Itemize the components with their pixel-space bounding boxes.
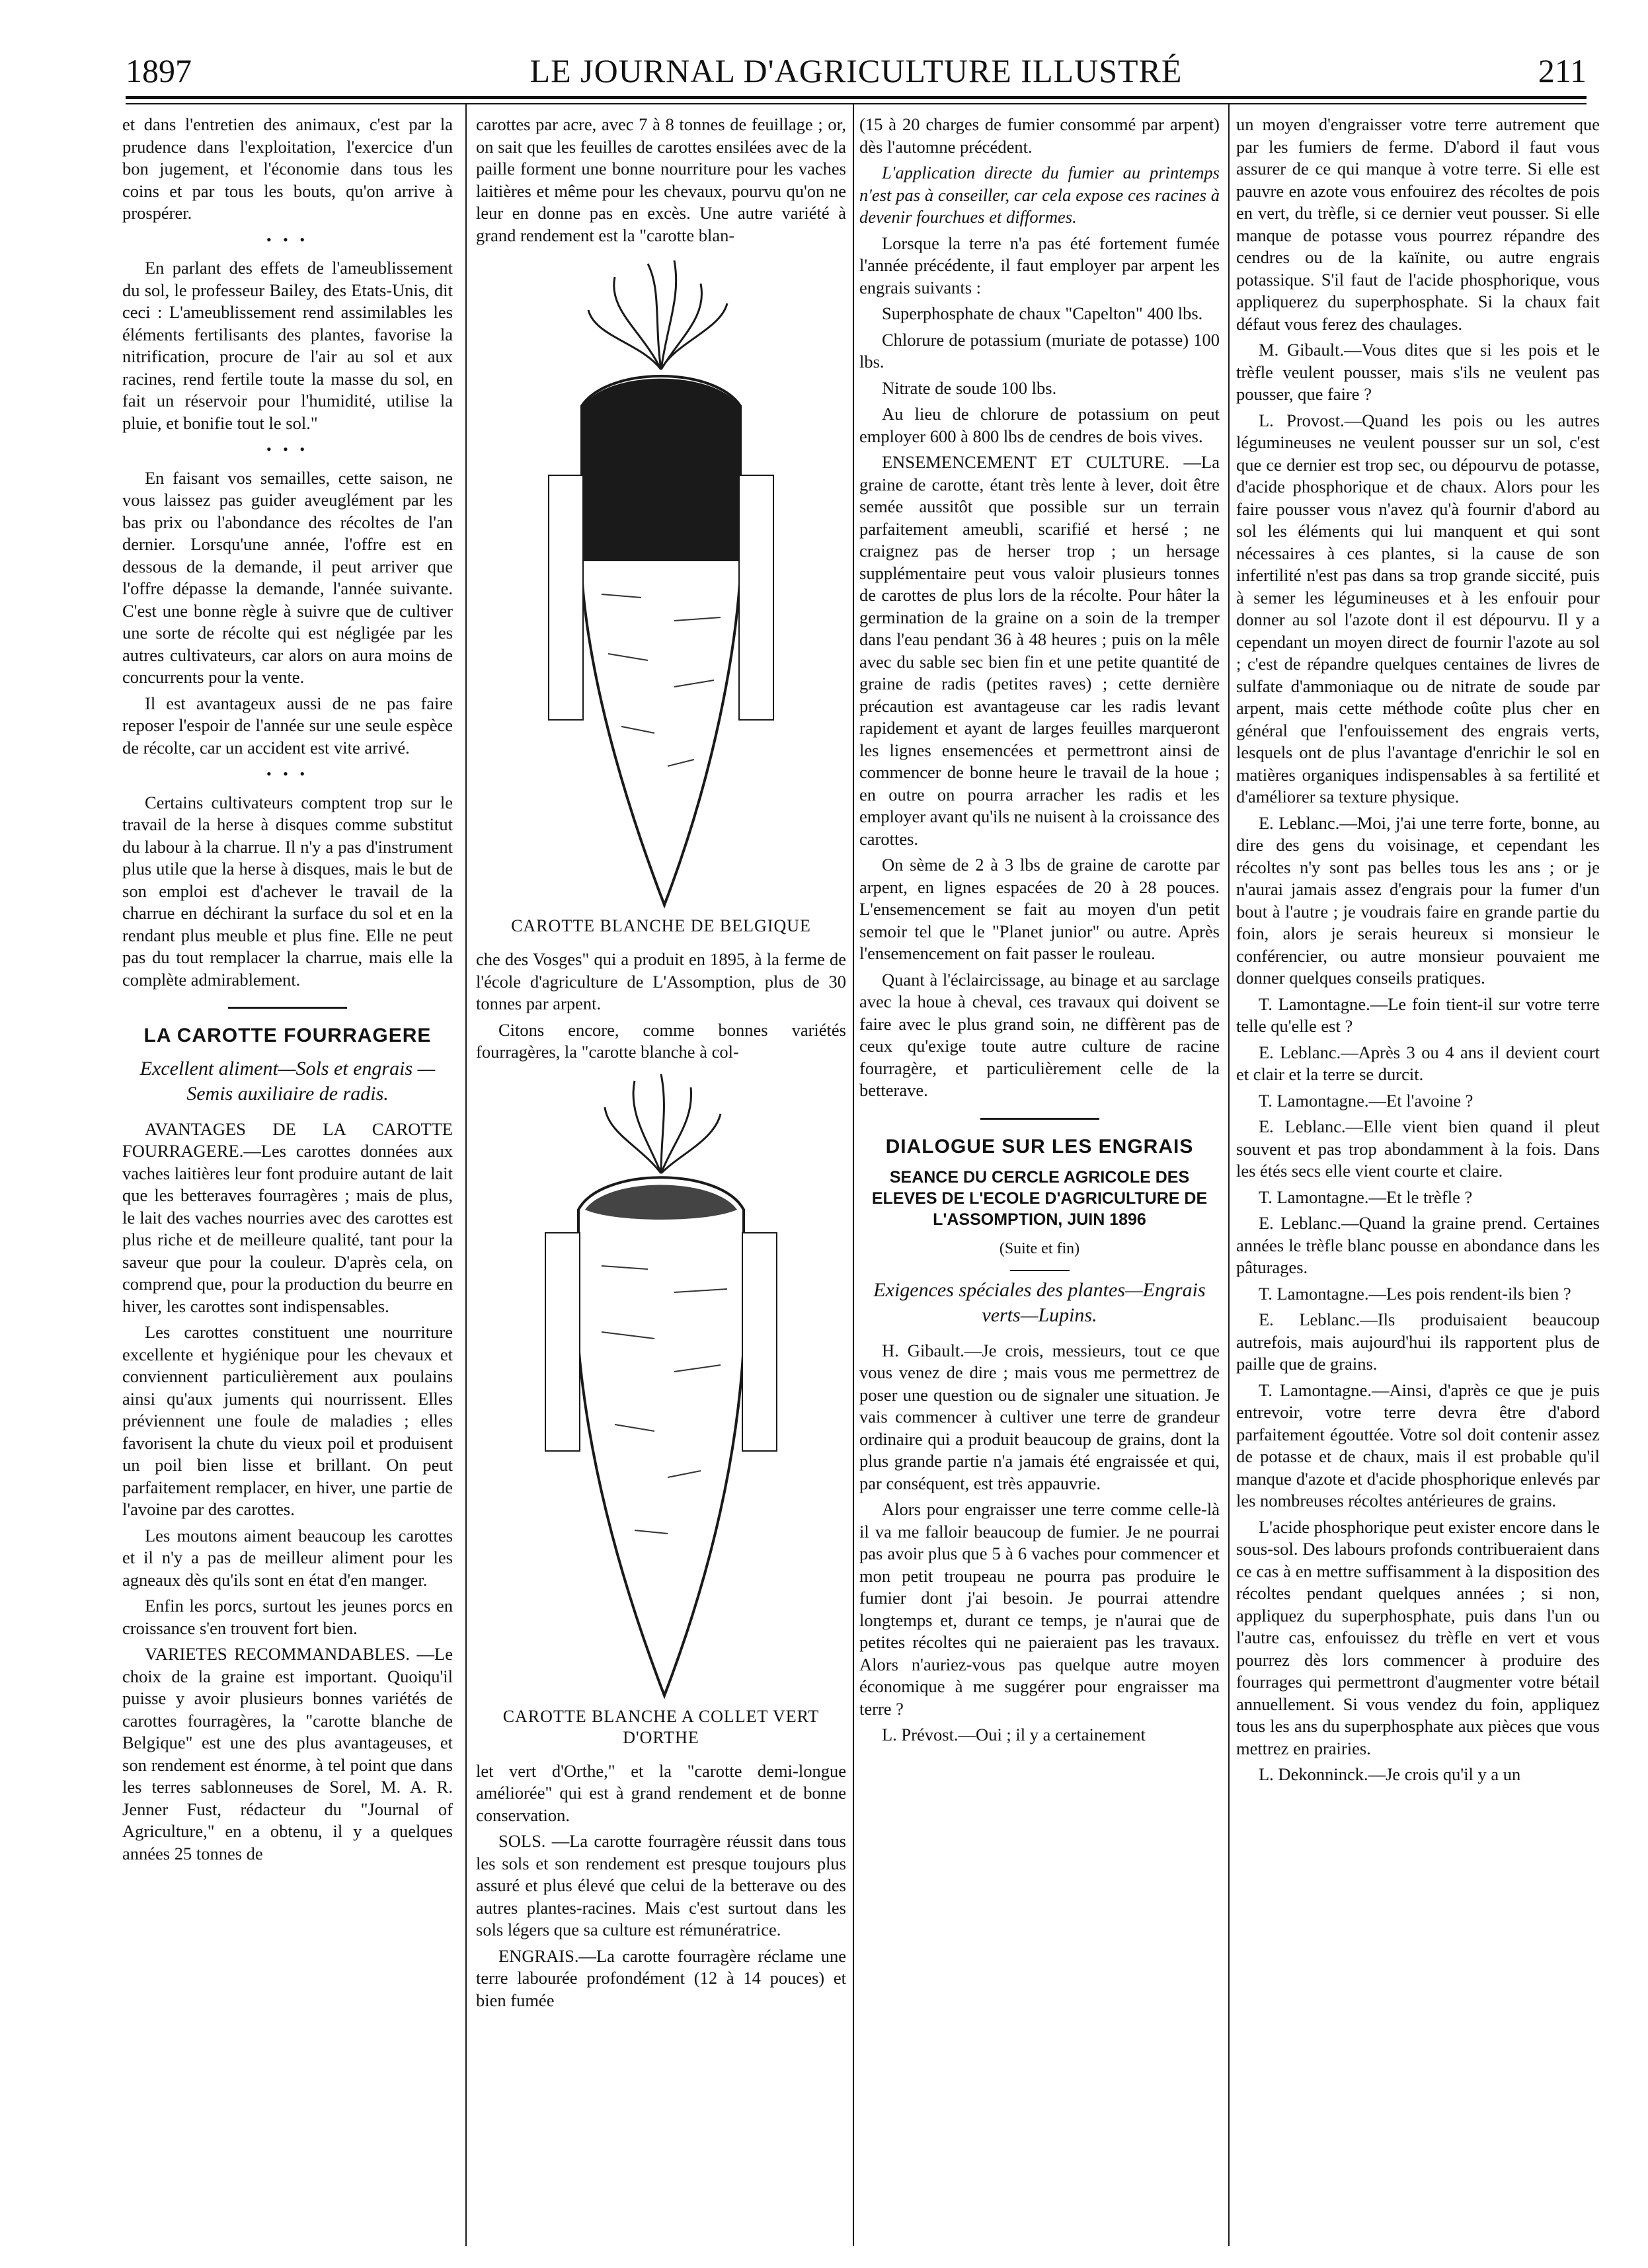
figure-caption: CAROTTE BLANCHE DE BELGIQUE — [511, 916, 811, 935]
paragraph: Enfin les porcs, surtout les jeunes porcs en croissance s'en trouvent fort bien. — [122, 1596, 453, 1638]
header-rule — [126, 96, 1587, 99]
paragraph: et dans l'entretien des animaux, c'est par la prudence dans l'exploitation, l'exercice d'un bon jugement, et l'économie dans tous les coins et par tous les bouts, qu'on arrive à prospérer. — [122, 114, 453, 223]
paragraph: Les carottes constituent une nourriture excellente et hygiénique pour les chevaux et conviennent particulièrement aux poulains ainsi qu'aux juments qui nourrissent. Elles préviennent une foule de maladies ; elles favorisent la chute du vieux poil et produisent un poil bien lisse et brillant. On peut parfaitement remplacer, en hiver, une partie de l'avoine par des carottes. — [122, 1322, 453, 1519]
paragraph: AVANTAGES DE LA CAROTTE FOURRAGERE.—Les carottes données aux vaches laitières leur font produire autant de lait que les betteraves fourragères ; mais de plus, le lait des vaches nourries avec des carottes est plus riche et de meilleure qualité, tant pour la saveur que pour la couleur. D'après cela, on comprend que, pour la production du beurre en hiver, les carottes sont indispensables. — [122, 1118, 453, 1316]
paragraph: SOLS. —La carotte fourragère réussit dans tous les sols et son rendement est presque toujours plus assuré et plus élevé que celui de la betterave ou des autres plantes-racines. Mais c'est surtout dans les sols légers que sa culture est rémunératrice. — [476, 1831, 846, 1939]
paragraph: Chlorure de potassium (muriate de potasse) 100 lbs. — [859, 329, 1220, 371]
paragraph: T. Lamontagne.—Et le trèfle ? — [1259, 1187, 1473, 1207]
paragraph: Alors pour engraisser une terre comme celle-là il va me falloir beaucoup de fumier. Je ne pourrai pas avoir plus que 5 à 6 vaches pour commencer et mon petit troupeau ne pourra pas produire le fumier dont j'ai besoin. Je pourrai attendre longtemps et, durant ce temps, je n'aurai que de petites récoltes qui ne paieraient pas les travaux. Alors n'auriez-vous pas quelque autre moyen économique à me suggérer pour engraisser ma terre ? — [859, 1499, 1220, 1719]
paragraph: Il est avantageux aussi de ne pas faire reposer l'espoir de l'année sur une seule espèce de récolte, car un accident est vite arrivé. — [122, 693, 453, 758]
paragraph: un moyen d'engraisser votre terre autrement que par les fumiers de ferme. D'abord il faut vous assurer de ce qui manque à votre terre. Si elle est pauvre en azote vous enfouirez des récoltes de pois en vert, du trèfle, si ce dernier veut pousser. Si elle manque de potasse vous pourrez répandre des cendres ou de la kaïnite, ou autre engrais potassique. S'il faut de l'acide phosphorique, vous appliquerez du superphosphate. Si la chaux fait défaut vous ferez des chaulages. — [1236, 114, 1600, 334]
suite-label: (Suite et fin) — [999, 1240, 1080, 1257]
figure-carotte-belgique — [476, 251, 846, 912]
paragraph: Nitrate de soude 100 lbs. — [882, 377, 1057, 398]
separator-stars: • • • — [266, 441, 309, 457]
paragraph: L. Prévost.—Oui ; il y a certainement — [882, 1725, 1146, 1744]
paragraph: T. Lamontagne.—Les pois rendent-ils bien ? — [1259, 1283, 1571, 1304]
column-rule-1 — [465, 104, 467, 2246]
separator-stars: • • • — [266, 765, 309, 782]
paragraph: L. Provost.—Quand les pois ou les autres légumineuses ne veulent pousser sur un sol, c'est que ce dernier est trop sec, ou dépourvu de potasse, d'acide phosphorique et de chaux. Alors pour les faire pousser vous n'avez qu'à fournir d'abord au sol les éléments qui lui manquent et qui sont nécessaires à ces plantes, si la cause de son infertilité n'est pas dans sa trop grande siccité, puis à semer les légumineuses et à les enfouir pour donner au sol l'azote dont il est dépourvu. Il y a cependant un moyen direct de fournir l'azote au sol ; c'est de répandre quelques centaines de livres de sulfate d'ammoniaque ou de nitrate de soude par arpent, mais cette méthode coûte plus cher en général que l'enfouissement des engrais verts, lesquels ont de plus l'avantage d'enrichir le sol en matières organiques indispensables à sa fertilité et d'améliorer sa texture physique. — [1236, 410, 1600, 806]
paragraph: ENGRAIS.—La carotte fourragère réclame une terre labourée profondément (12 à 14 pouces) et bien fumée — [476, 1945, 846, 2010]
column-1 — [122, 114, 453, 1869]
paragraph: En parlant des effets de l'ameublissement du sol, le professeur Bailey, des Etats-Unis, dit ceci : L'ameublissement rend assimilables les éléments fertilisants des plantes, favorise la nitrification, procure de l'air au sol et aux racines, rend fertile toute la masse du sol, en fait un réservoir pour l'humidité, utilise la pluie, et bonifie tout le sol." — [122, 258, 453, 433]
paragraph: che des Vosges" qui a produit en 1895, à la ferme de l'école d'agriculture de L'Assomption, plus de 30 tonnes par arpent. — [476, 949, 846, 1013]
figure-caption: CAROTTE BLANCHE A COLLET VERT D'ORTHE — [502, 1706, 820, 1747]
figure-carotte-orthe — [476, 1068, 846, 1702]
paragraph: ENSEMENCEMENT ET CULTURE. —La graine de carotte, étant très lente à lever, doit être semée aussitôt que possible sur un terrain parfaitement ameubli, scarifié et hersé ; ne craignez pas de herser trop ; un hersage supplémentaire peut vous valoir plusieurs tonnes de carottes de plus lors de la récolte. Pour hâter la germination de la graine on a soin de la tremper dans l'eau pendant 36 à 48 heures ; puis on la mêle avec du sable sec bien fin et une petite quantité de graine de radis (petites raves) ; cette dernière précaution est avantageuse car les radis levant rapidement et ayant de larges feuilles marqueront les lignes ensemencées et permettront ainsi de commencer de bonne heure le travail de la houe ; en outre on pourra arracher les radis et les employer avant qu'ils ne nuisent à la croissance des carottes. — [859, 452, 1220, 849]
paragraph: M. Gibault.—Vous dites que si les pois et le trèfle veulent pousser, mais s'ils ne veulent pas pousser, que faire ? — [1236, 340, 1600, 404]
section-title: LA CAROTTE FOURRAGERE — [143, 1025, 432, 1046]
paragraph: E. Leblanc.—Moi, j'ai une terre forte, bonne, au dire des gens du voisinage, et cependant les récoltes n'y sont pas belles tous les ans ; or je n'aurai jamais assez d'engrais pour la fumer d'un bout à l'autre ; je voudrais faire en grande partie du foin, alors je serais heureux si monsieur le conférencier, ou autre monsieur pouvaient me donner quelques conseils pratiques. — [1236, 812, 1600, 988]
paragraph: let vert d'Orthe," et la "carotte demi-longue améliorée" qui est à grand rendement et de bonne conservation. — [476, 1760, 846, 1825]
paragraph: (15 à 20 charges de fumier consommé par arpent) dès l'automne précédent. — [859, 114, 1220, 157]
header-title: LE JOURNAL D'AGRICULTURE ILLUSTRÉ — [530, 52, 1183, 89]
paragraph: carottes par acre, avec 7 à 8 tonnes de feuillage ; or, on sait que les feuilles de carottes ensilées avec de la paille forment une bonne nourriture pour les vaches laitières et même pour les chevaux, pourvu qu'on ne leur en donne pas en excès. Une autre variété à grand rendement est la "carotte blan- — [476, 114, 846, 245]
paragraph: En faisant vos semailles, cette saison, ne vous laissez pas guider aveuglément par les bas prix ou l'abondance des récoltes de l'an dernier. Lorsqu'une année, l'offre est en dessous de la demande, il peut arriver que l'offre dépasse la demande, l'année suivante. C'est une bonne règle à suivre que de cultiver une sorte de récolte qui est négligée par les autres cultivateurs, car alors on aura moins de concurrents pour la vente. — [122, 467, 453, 687]
paragraph: T. Lamontagne.—Et l'avoine ? — [1259, 1090, 1473, 1111]
column-2 — [476, 114, 846, 2015]
small-divider — [1010, 1270, 1070, 1271]
paragraph: E. Leblanc.—Ils produisaient beaucoup autrefois, mais aujourd'hui ils rapportent plus de paille que de grains. — [1236, 1310, 1600, 1374]
section-header-seance: SEANCE DU CERCLE AGRICOLE DES ELEVES DE L'ECOLE D'AGRICULTURE DE L'ASSOMPTION, JUIN 1896 — [871, 1168, 1208, 1229]
separator-stars: • • • — [266, 231, 309, 248]
carrot-illustration-icon — [509, 1068, 813, 1702]
paragraph: Lorsque la terre n'a pas été fortement fumée l'année précédente, il faut employer par arpent les engrais suivants : — [859, 233, 1220, 297]
paragraph: Citons encore, comme bonnes variétés fourragères, la "carotte blanche à col- — [476, 1019, 846, 1062]
section-divider — [228, 1007, 347, 1009]
paragraph: E. Leblanc.—Quand la graine prend. Certaines années le trèfle blanc pousse en abondance dans les pâturages. — [1236, 1213, 1600, 1277]
header-year: 1897 — [126, 52, 192, 89]
paragraph: T. Lamontagne.—Ainsi, d'après ce que je puis entrevoir, votre terre devra être d'abord parfaitement égouttée. Votre sol doit contenir assez de potasse et de chaux, mais il est probable qu'il manque d'azote et d'acide phosphorique enlevés par les nombreuses récoltes antérieures de grains. — [1236, 1380, 1600, 1510]
paragraph: Quant à l'éclaircissage, au binage et au sarclage avec la houe à cheval, ces travaux qui doivent se faire avec le plus grand soin, ne diffèrent pas de ceux qu'exige toute autre culture de racine fourragère, et particulièrement celle de la betterave. — [859, 969, 1220, 1100]
paragraph: Certains cultivateurs comptent trop sur le travail de la herse à disques comme substitut du labour à la charrue. Il n'y a pas d'instrument plus utile que la herse à disques, mais le but de son emploi est d'achever le travail de la charrue en déchirant la surface du sol et en la rendant plus meuble et plus fine. Elle ne peut pas du tout remplacer la charrue, mais elle la complète admirablement. — [122, 792, 453, 990]
paragraph: H. Gibault.—Je crois, messieurs, tout ce que vous venez de dire ; mais vous me permettrez de poser une question ou de signaler une situation. Je vais commencer à cultiver une terre de grandeur ordinaire qui a produit beaucoup de grains, dont la plus grande partie n'a jamais été engraissée et qui, par conséquent, est très appauvrie. — [859, 1340, 1220, 1493]
column-3 — [859, 114, 1220, 1750]
column-4 — [1236, 114, 1600, 1790]
paragraph: T. Lamontagne.—Le foin tient-il sur votre terre telle qu'elle est ? — [1236, 994, 1600, 1036]
paragraph: L'application directe du fumier au printemps n'est pas à conseiller, car cela expose ces racines à devenir fourchues et difformes. — [859, 163, 1220, 227]
header-page-number: 211 — [1538, 52, 1587, 89]
paragraph: E. Leblanc.—Elle vient bien quand il pleut souvent et pas trop abondamment à la fois. Dans les étés secs elle vient courte et claire. — [1236, 1116, 1600, 1181]
paragraph: E. Leblanc.—Après 3 ou 4 ans il devient court et clair et la terre se durcit. — [1236, 1042, 1600, 1084]
section-divider — [980, 1118, 1099, 1120]
paragraph: L. Dekonninck.—Je crois qu'il y a un — [1259, 1764, 1521, 1784]
column-rule-3 — [1228, 104, 1230, 2246]
paragraph: Superphosphate de chaux "Capelton" 400 lbs. — [882, 303, 1203, 323]
section-subtitle: Exigences spéciales des plantes—Engrais verts—Lupins. — [873, 1278, 1206, 1326]
paragraph: On sème de 2 à 3 lbs de graine de carotte par arpent, en lignes espacées de 20 à 28 pouces. L'ensemencement se fait au moyen d'un petit semoir tel que le "Planet junior" ou autre. Après l'ensemencement on fait passer le rouleau. — [859, 855, 1220, 963]
carrot-illustration-icon — [509, 251, 813, 912]
paragraph: Au lieu de chlorure de potassium on peut employer 600 à 800 lbs de cendres de bois vives. — [859, 404, 1220, 446]
paragraph: VARIETES RECOMMANDABLES. —Le choix de la graine est important. Quoiqu'il puisse y avoir plusieurs bonnes variétés de carottes fourragères, la "carotte blanche de Belgique" est une des plus avantageuses, et son rendement est énorme, à tel point que dans les terres sablonneuses de Sorel, M. A. R. Jenner Fust, rédacteur du "Journal of Agriculture," en a obtenu, il y a quelques années 25 tonnes de — [122, 1644, 453, 1863]
section-subtitle: Excellent aliment—Sols et engrais —Semis auxiliaire de radis. — [139, 1057, 436, 1105]
page-header — [126, 46, 1587, 99]
section-title: DIALOGUE SUR LES ENGRAIS — [885, 1135, 1194, 1157]
column-rule-2 — [853, 104, 854, 2246]
paragraph: L'acide phosphorique peut exister encore dans le sous-sol. Des labours profonds contribueraient dans ce cas à en mettre suffisamment à la disposition des récoltes pendant quelques années ; si non, appliquez du superphosphate, puis dans l'un ou l'autre cas, enfouissez du trèfle en vert et vous pourrez dès lors commencer à produire des fourrages qui permettront d'augmenter votre bétail annuellement. Si vous vendez du foin, appliquez tous les ans du superphosphate aux pièces que vous mettrez en prairies. — [1236, 1516, 1600, 1758]
paragraph: Les moutons aiment beaucoup les carottes et il n'y a pas de meilleur aliment pour les agneaux dès qu'ils sont en état d'en manger. — [122, 1525, 453, 1590]
header-rule-thin — [126, 103, 1587, 104]
